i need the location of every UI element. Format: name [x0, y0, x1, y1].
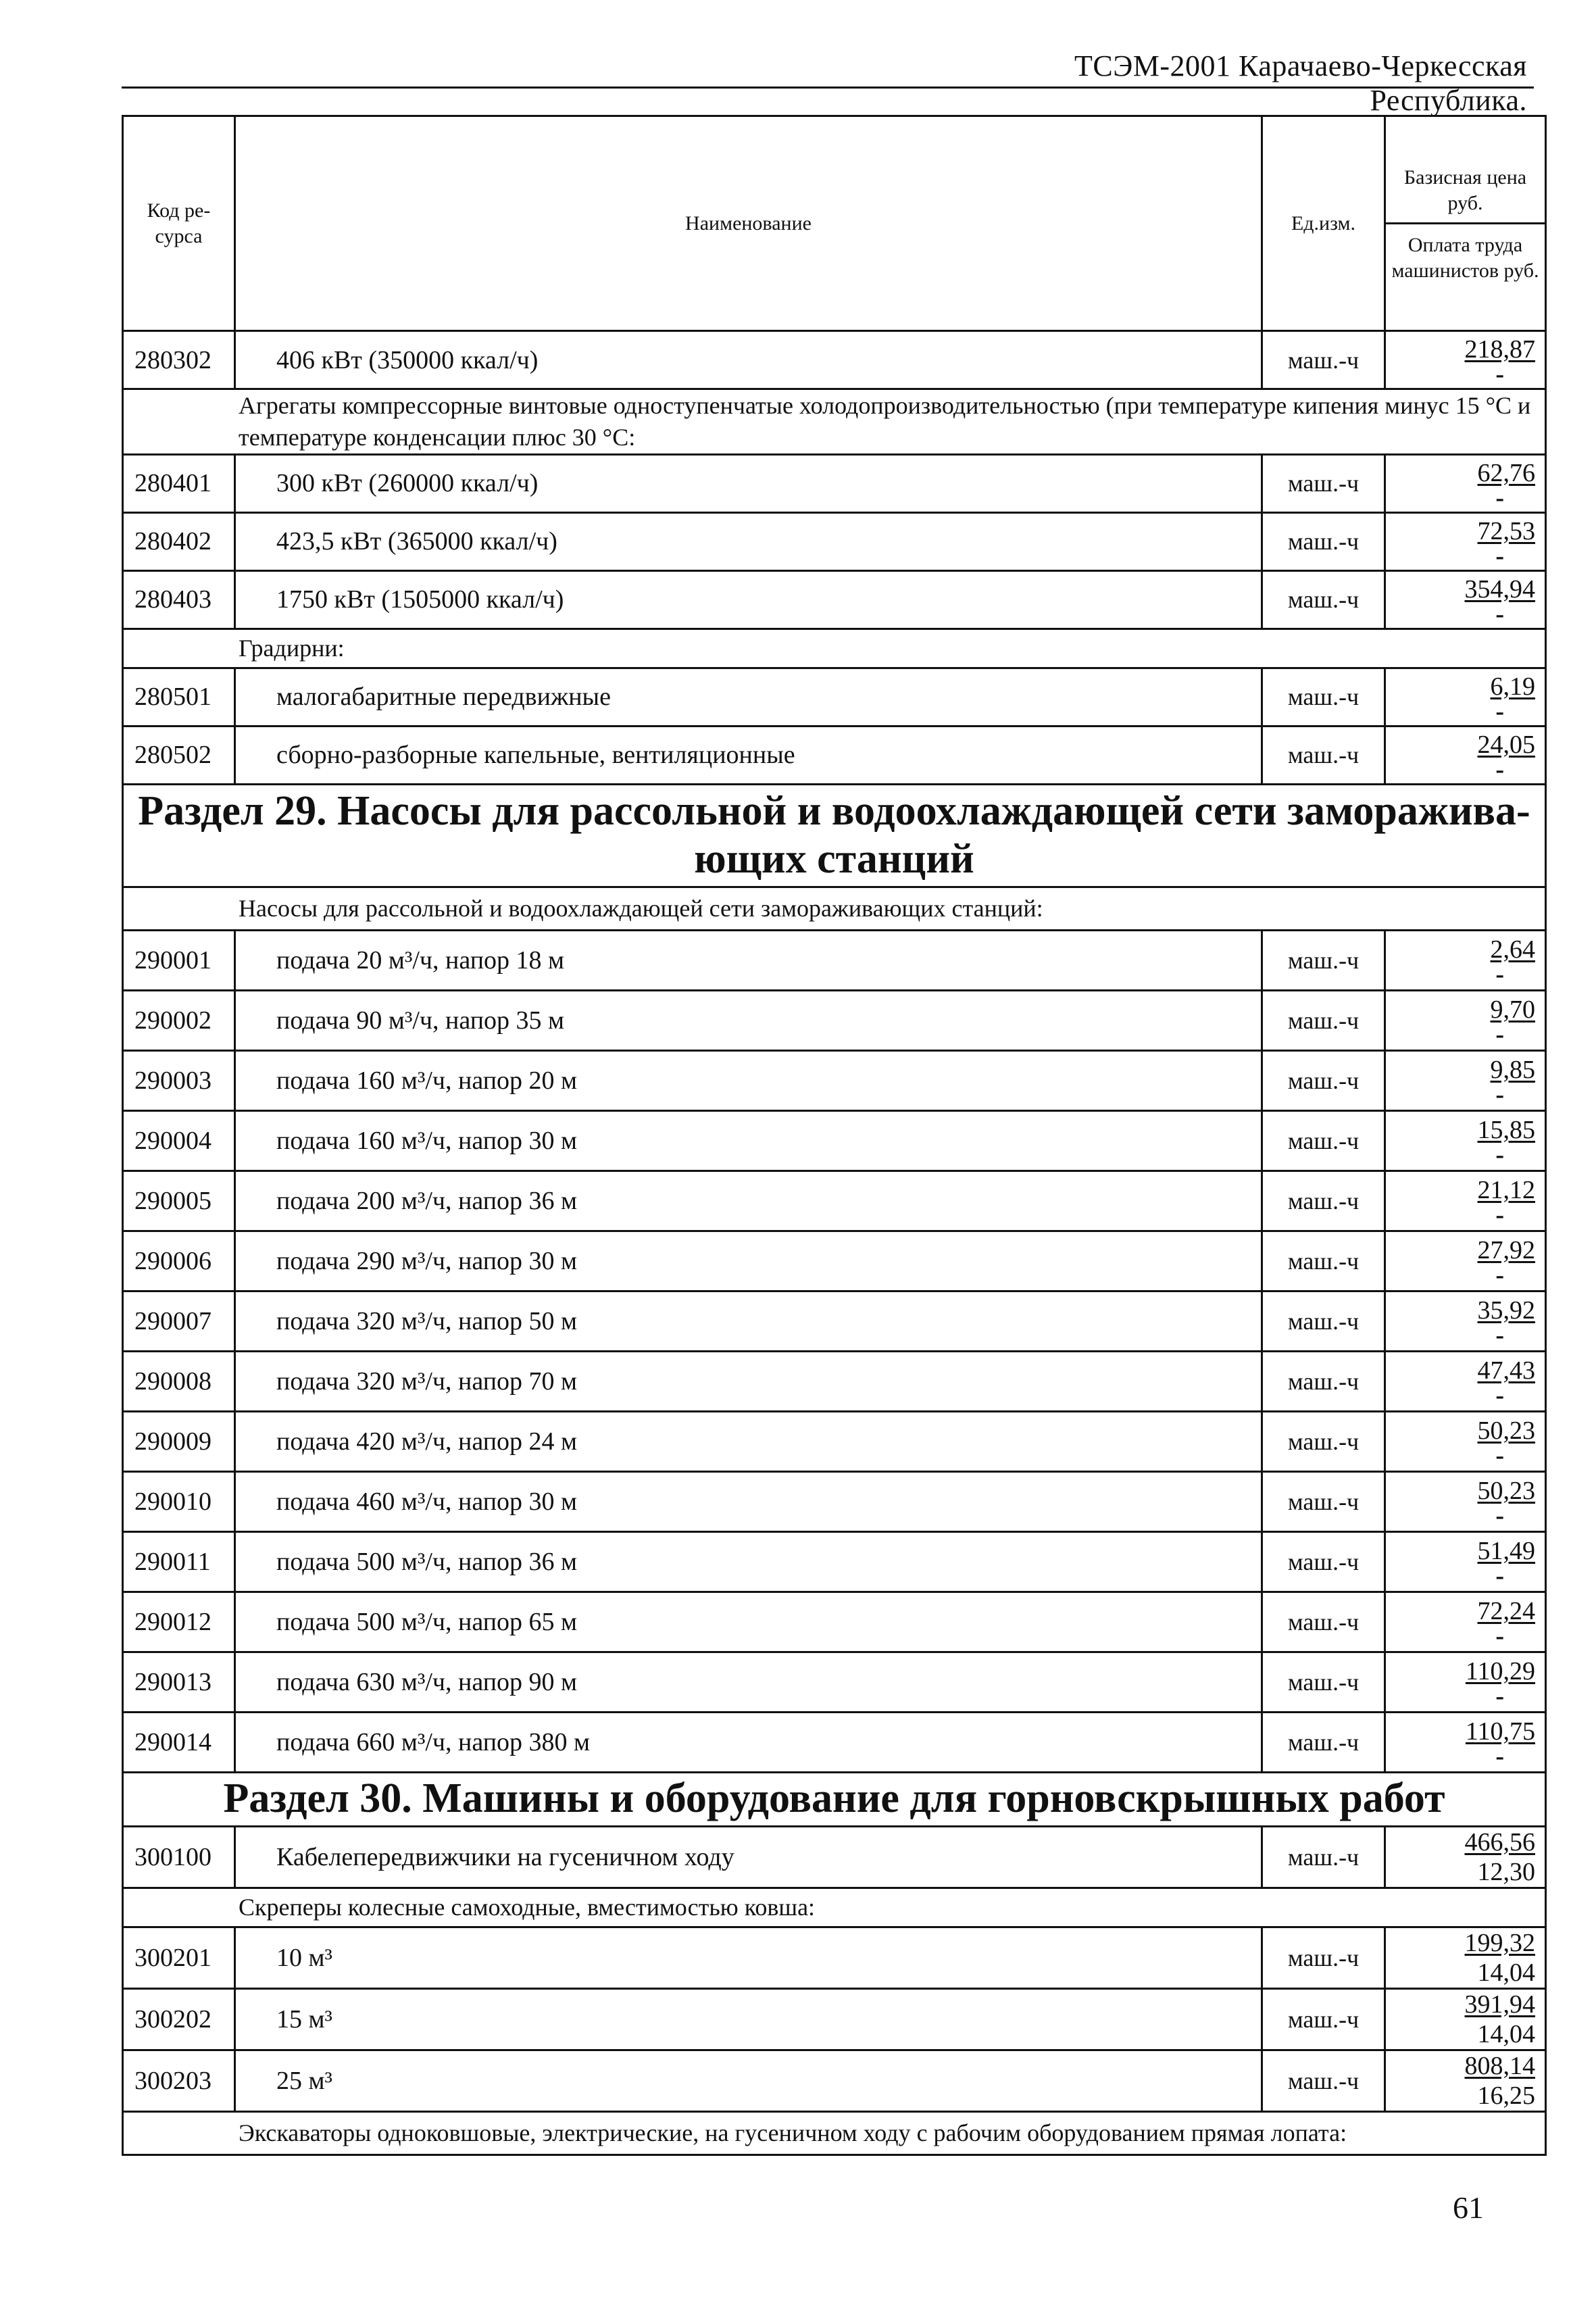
- price-cell: [1385, 1826, 1546, 1888]
- base-price: 50,23: [1477, 1477, 1535, 1506]
- resource-name: подача 500 м³/ч, напор 36 м: [235, 1531, 1262, 1592]
- group-heading: Экскаваторы одноковшовые, электрические, на гусеничном ходу с рабочим оборудованием прямая лопата:: [123, 2111, 1546, 2155]
- resource-name: подача 460 м³/ч, напор 30 м: [235, 1471, 1262, 1531]
- base-price: 15,85: [1477, 1116, 1535, 1145]
- col-header-operator-pay: Оплата труда машинистов руб.: [1391, 234, 1539, 282]
- price-cell: [1385, 1411, 1546, 1471]
- col-header-price: [1385, 116, 1546, 331]
- table-row: [123, 454, 1546, 512]
- section-heading-row: [123, 1772, 1546, 1826]
- operator-pay: -: [1495, 1562, 1504, 1591]
- group-heading-row: [123, 1888, 1546, 1927]
- operator-pay: -: [1495, 1682, 1504, 1711]
- price-stack: [1386, 458, 1545, 512]
- base-price: 199,32: [1464, 1928, 1535, 1957]
- group-heading: Насосы для рассольной и водоохлаждающей сети замораживающих станций:: [123, 887, 1546, 930]
- resource-name: подача 320 м³/ч, напор 70 м: [235, 1351, 1262, 1411]
- resource-code: 290012: [123, 1592, 235, 1652]
- price-stack: [1386, 516, 1545, 570]
- resource-name: 406 кВт (350000 ккал/ч): [235, 331, 1262, 389]
- section-heading: Раздел 30. Машины и оборудование для горновскрышных работ: [123, 1772, 1546, 1826]
- price-stack: [1386, 1296, 1545, 1350]
- resource-code: 290014: [123, 1712, 235, 1772]
- operator-pay: -: [1495, 1141, 1504, 1170]
- resource-code: 290004: [123, 1110, 235, 1171]
- resource-code: 300203: [123, 2050, 235, 2111]
- table-row: [123, 512, 1546, 570]
- unit-of-measure: маш.-ч: [1262, 454, 1385, 512]
- price-cell: [1385, 1927, 1546, 1988]
- operator-pay: -: [1495, 360, 1504, 389]
- resource-code: 280401: [123, 454, 235, 512]
- resource-code: 280402: [123, 512, 235, 570]
- price-stack: [1386, 1055, 1545, 1110]
- group-heading: Градирни:: [123, 629, 1546, 668]
- price-cell: [1385, 2050, 1546, 2111]
- operator-pay: -: [1495, 1502, 1504, 1531]
- unit-of-measure: маш.-ч: [1262, 1826, 1385, 1888]
- resource-code: 280302: [123, 331, 235, 389]
- unit-of-measure: маш.-ч: [1262, 512, 1385, 570]
- operator-pay: 16,25: [1477, 2081, 1535, 2110]
- table-row: [123, 1351, 1546, 1411]
- table-row: [123, 1471, 1546, 1531]
- base-price: 62,76: [1477, 458, 1535, 487]
- resource-code: 280403: [123, 570, 235, 629]
- unit-of-measure: маш.-ч: [1262, 1652, 1385, 1712]
- table-row: [123, 1592, 1546, 1652]
- resource-code: 290013: [123, 1652, 235, 1712]
- price-cell: [1385, 331, 1546, 389]
- base-price: 9,85: [1490, 1056, 1535, 1085]
- base-price: 21,12: [1477, 1176, 1535, 1205]
- price-cell: [1385, 726, 1546, 784]
- page-number: 61: [1453, 2190, 1484, 2225]
- price-stack: [1386, 935, 1545, 989]
- base-price: 51,49: [1477, 1537, 1535, 1566]
- table-row: [123, 331, 1546, 389]
- base-price: 6,19: [1490, 672, 1535, 701]
- unit-of-measure: маш.-ч: [1262, 331, 1385, 389]
- operator-pay: -: [1495, 697, 1504, 726]
- unit-of-measure: маш.-ч: [1262, 1110, 1385, 1171]
- price-cell: [1385, 1988, 1546, 2050]
- section-heading: Раздел 29. Насосы для рассольной и водоохлаждающей сети замораживающих станций: [123, 784, 1546, 887]
- price-stack: [1386, 1928, 1545, 1988]
- table-row: [123, 1231, 1546, 1291]
- table-row: [123, 990, 1546, 1050]
- table-row: [123, 570, 1546, 629]
- base-price: 24,05: [1477, 730, 1535, 759]
- price-cell: [1385, 1291, 1546, 1351]
- price-cell: [1385, 454, 1546, 512]
- col-header-unit: Ед.изм.: [1262, 116, 1385, 331]
- unit-of-measure: маш.-ч: [1262, 668, 1385, 726]
- base-price: 72,24: [1477, 1597, 1535, 1626]
- resource-price-table: [122, 115, 1547, 2156]
- operator-pay: -: [1495, 1020, 1504, 1050]
- table-row: [123, 1411, 1546, 1471]
- unit-of-measure: маш.-ч: [1262, 1291, 1385, 1351]
- unit-of-measure: маш.-ч: [1262, 570, 1385, 629]
- operator-pay: -: [1495, 1201, 1504, 1230]
- price-stack: [1386, 1827, 1545, 1887]
- resource-name: 300 кВт (260000 ккал/ч): [235, 454, 1262, 512]
- operator-pay: -: [1495, 599, 1504, 629]
- resource-code: 300201: [123, 1927, 235, 1988]
- price-stack: [1386, 1536, 1545, 1591]
- unit-of-measure: маш.-ч: [1262, 1471, 1385, 1531]
- base-price: 27,92: [1477, 1236, 1535, 1265]
- price-stack: [1386, 1990, 1545, 2049]
- group-heading-row: [123, 2111, 1546, 2155]
- unit-of-measure: маш.-ч: [1262, 2050, 1385, 2111]
- resource-name: подача 320 м³/ч, напор 50 м: [235, 1291, 1262, 1351]
- price-cell: [1385, 1050, 1546, 1110]
- price-cell: [1385, 1652, 1546, 1712]
- resource-code: 290008: [123, 1351, 235, 1411]
- unit-of-measure: маш.-ч: [1262, 1531, 1385, 1592]
- operator-pay: -: [1495, 1622, 1504, 1651]
- price-stack: [1386, 1416, 1545, 1471]
- base-price: 808,14: [1464, 2051, 1535, 2080]
- operator-pay: -: [1495, 1742, 1504, 1771]
- table-row: [123, 1110, 1546, 1171]
- base-price: 110,75: [1465, 1717, 1535, 1746]
- unit-of-measure: маш.-ч: [1262, 990, 1385, 1050]
- operator-pay: 14,04: [1477, 1958, 1535, 1987]
- resource-name: 423,5 кВт (365000 ккал/ч): [235, 512, 1262, 570]
- operator-pay: -: [1495, 960, 1504, 989]
- table-row: [123, 1988, 1546, 2050]
- resource-name: подача 420 м³/ч, напор 24 м: [235, 1411, 1262, 1471]
- table-header-row: [123, 116, 1546, 331]
- base-price: 2,64: [1490, 935, 1535, 964]
- unit-of-measure: маш.-ч: [1262, 1927, 1385, 1988]
- table-row: [123, 1171, 1546, 1231]
- group-heading-row: [123, 629, 1546, 668]
- table-row: [123, 668, 1546, 726]
- table-row: [123, 1291, 1546, 1351]
- base-price: 466,56: [1464, 1827, 1535, 1856]
- unit-of-measure: маш.-ч: [1262, 1050, 1385, 1110]
- operator-pay: 12,30: [1477, 1857, 1535, 1886]
- base-price: 354,94: [1464, 574, 1535, 604]
- resource-name: подача 500 м³/ч, напор 65 м: [235, 1592, 1262, 1652]
- price-stack: [1386, 1175, 1545, 1230]
- price-stack: [1386, 1717, 1545, 1771]
- resource-name: 1750 кВт (1505000 ккал/ч): [235, 570, 1262, 629]
- price-stack: [1386, 1235, 1545, 1290]
- resource-code: 300202: [123, 1988, 235, 2050]
- col-header-base-price: Базисная цена руб.: [1386, 161, 1545, 224]
- table-row: [123, 930, 1546, 990]
- operator-pay: -: [1495, 541, 1504, 570]
- operator-pay: -: [1495, 1261, 1504, 1290]
- resource-name: 15 м³: [235, 1988, 1262, 2050]
- price-cell: [1385, 1531, 1546, 1592]
- resource-code: 290002: [123, 990, 235, 1050]
- base-price: 35,92: [1477, 1296, 1535, 1325]
- resource-name: подача 660 м³/ч, напор 380 м: [235, 1712, 1262, 1772]
- price-cell: [1385, 1110, 1546, 1171]
- resource-code: 280502: [123, 726, 235, 784]
- resource-name: подача 160 м³/ч, напор 30 м: [235, 1110, 1262, 1171]
- operator-pay: -: [1495, 1081, 1504, 1110]
- base-price: 50,23: [1477, 1417, 1535, 1446]
- price-stack: [1386, 730, 1545, 784]
- price-stack: [1386, 1356, 1545, 1410]
- group-heading: Агрегаты компрессорные винтовые одноступенчатые холодопроизводительностью (при температуре кипения минус 15 °С и температуре конденсации плюс 30 °С:: [123, 389, 1546, 455]
- base-price: 218,87: [1464, 335, 1535, 364]
- resource-name: сборно-разборные капельные, вентиляционные: [235, 726, 1262, 784]
- resource-code: 290010: [123, 1471, 235, 1531]
- price-cell: [1385, 1171, 1546, 1231]
- resource-code: 290006: [123, 1231, 235, 1291]
- operator-pay: -: [1495, 1381, 1504, 1410]
- base-price: 72,53: [1477, 516, 1535, 545]
- price-stack: [1386, 2051, 1545, 2111]
- table-row: [123, 1531, 1546, 1592]
- operator-pay: -: [1495, 1442, 1504, 1471]
- table-row: [123, 1927, 1546, 1988]
- unit-of-measure: маш.-ч: [1262, 1351, 1385, 1411]
- resource-name: подача 290 м³/ч, напор 30 м: [235, 1231, 1262, 1291]
- price-cell: [1385, 668, 1546, 726]
- col-header-code: Код ре-сурса: [123, 116, 235, 331]
- resource-code: 290003: [123, 1050, 235, 1110]
- operator-pay: -: [1495, 755, 1504, 784]
- price-cell: [1385, 930, 1546, 990]
- resource-code: 290007: [123, 1291, 235, 1351]
- resource-code: 280501: [123, 668, 235, 726]
- base-price: 9,70: [1490, 995, 1535, 1025]
- unit-of-measure: маш.-ч: [1262, 1171, 1385, 1231]
- price-stack: [1386, 335, 1545, 389]
- table-row: [123, 726, 1546, 784]
- resource-name: Кабелепередвижчики на гусеничном ходу: [235, 1826, 1262, 1888]
- resource-name: подача 20 м³/ч, напор 18 м: [235, 930, 1262, 990]
- unit-of-measure: маш.-ч: [1262, 1592, 1385, 1652]
- price-cell: [1385, 570, 1546, 629]
- table-row: [123, 1826, 1546, 1888]
- unit-of-measure: маш.-ч: [1262, 930, 1385, 990]
- group-heading: Скреперы колесные самоходные, вместимостью ковша:: [123, 1888, 1546, 1927]
- base-price: 47,43: [1477, 1356, 1535, 1385]
- price-stack: [1386, 1656, 1545, 1711]
- price-cell: [1385, 1592, 1546, 1652]
- resource-name: подача 200 м³/ч, напор 36 м: [235, 1171, 1262, 1231]
- price-cell: [1385, 1231, 1546, 1291]
- group-heading-row: [123, 389, 1546, 455]
- table-row: [123, 1050, 1546, 1110]
- resource-name: подача 630 м³/ч, напор 90 м: [235, 1652, 1262, 1712]
- table-body: [123, 331, 1546, 2155]
- section-heading-row: [123, 784, 1546, 887]
- base-price: 391,94: [1464, 1990, 1535, 2019]
- table-row: [123, 1712, 1546, 1772]
- table-row: [123, 2050, 1546, 2111]
- price-stack: [1386, 1115, 1545, 1170]
- operator-pay: -: [1495, 483, 1504, 512]
- col-header-name: Наименование: [235, 116, 1262, 331]
- resource-code: 290011: [123, 1531, 235, 1592]
- unit-of-measure: маш.-ч: [1262, 1988, 1385, 2050]
- resource-name: малогабаритные передвижные: [235, 668, 1262, 726]
- header-rule: [122, 87, 1534, 89]
- price-cell: [1385, 990, 1546, 1050]
- price-stack: [1386, 574, 1545, 629]
- group-heading-row: [123, 887, 1546, 930]
- resource-name: 10 м³: [235, 1927, 1262, 1988]
- price-stack: [1386, 672, 1545, 726]
- price-stack: [1386, 995, 1545, 1050]
- base-price: 110,29: [1465, 1657, 1535, 1686]
- unit-of-measure: маш.-ч: [1262, 1712, 1385, 1772]
- resource-code: 290009: [123, 1411, 235, 1471]
- resource-name: 25 м³: [235, 2050, 1262, 2111]
- table-row: [123, 1652, 1546, 1712]
- operator-pay: -: [1495, 1321, 1504, 1350]
- page-header: ТСЭМ-2001 Карачаево-Черкесская Республика.: [1074, 49, 1527, 117]
- unit-of-measure: маш.-ч: [1262, 1411, 1385, 1471]
- resource-code: 290005: [123, 1171, 235, 1231]
- price-cell: [1385, 512, 1546, 570]
- resource-name: подача 160 м³/ч, напор 20 м: [235, 1050, 1262, 1110]
- operator-pay: 14,04: [1477, 2019, 1535, 2048]
- price-cell: [1385, 1351, 1546, 1411]
- unit-of-measure: маш.-ч: [1262, 1231, 1385, 1291]
- resource-name: подача 90 м³/ч, напор 35 м: [235, 990, 1262, 1050]
- resource-code: 290001: [123, 930, 235, 990]
- price-stack: [1386, 1596, 1545, 1651]
- resource-code: 300100: [123, 1826, 235, 1888]
- price-cell: [1385, 1471, 1546, 1531]
- unit-of-measure: маш.-ч: [1262, 726, 1385, 784]
- price-cell: [1385, 1712, 1546, 1772]
- price-stack: [1386, 1476, 1545, 1531]
